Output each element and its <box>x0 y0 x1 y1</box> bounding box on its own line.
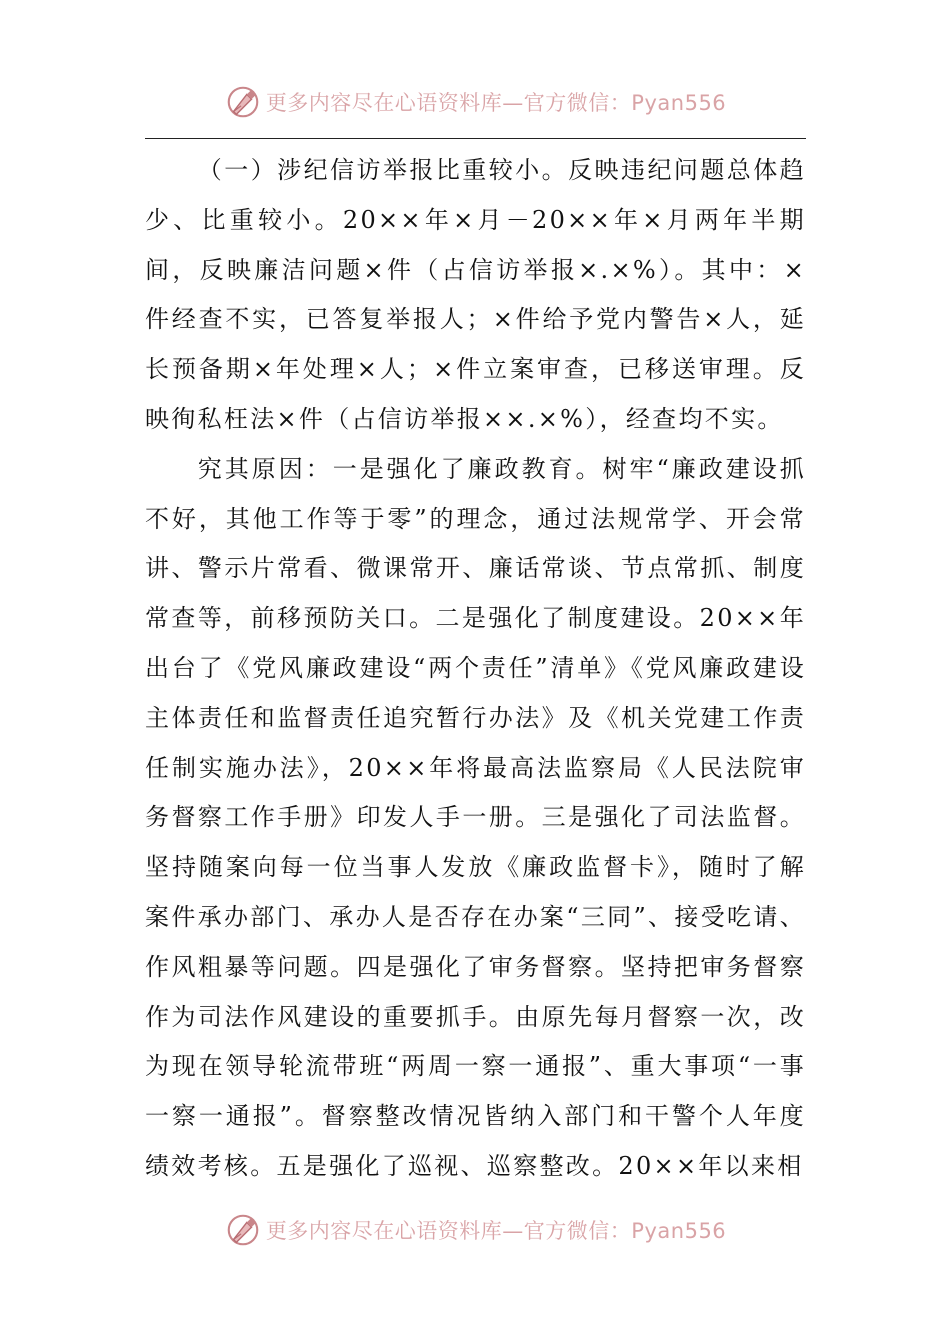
header-banner-text: 更多内容尽在心语资料库—官方微信：Pyan556 <box>265 91 727 115</box>
paragraph-2: 究其原因：一是强化了廉政教育。树牢“廉政建设抓不好，其他工作等于零”的理念，通过法规常学、开会常讲、警示片常看、微课常开、廉话常谈、节点常抓、制度常查等，前移预防关口。二是强化了制度建设。20××年出台了《党风廉政建设“两个责任”清单》《党风廉政建设主体责任和监督责任追究暂行办法》及《机关党建工作责任制实施办法》，20××年将最高法监察局《人民法院审务督察工作手册》印发人手一册。三是强化了司法监督。坚持随案向每一位当事人发放《廉政监督卡》，随时了解案件承办部门、承办人是否存在办案“三同”、接受吃请、作风粗暴等问题。四是强化了审务督察。坚持把审务督察作为司法作风建设的重要抓手。由原先每月督察一次，改为现在领导轮流带班“两周一察一通报”、重大事项“一事一察一通报”。督察整改情况皆纳入部门和干警个人年度绩效考核。五是强化了巡视、巡察整改。20××年以来相 <box>145 454 806 1180</box>
header-divider <box>145 138 806 139</box>
footer-banner-text: 更多内容尽在心语资料库—官方微信：Pyan556 <box>265 1219 727 1243</box>
document-body <box>145 146 806 1192</box>
header-banner <box>0 80 950 124</box>
pen-nib-logo-icon <box>224 83 262 121</box>
footer-banner <box>0 1208 950 1252</box>
pen-nib-logo-icon <box>224 1211 262 1249</box>
paragraph-1: （一）涉纪信访举报比重较小。反映违纪问题总体趋少、比重较小。20××年×月－20××年×月两年半期间，反映廉洁问题×件（占信访举报×.×%）。其中：×件经查不实，已答复举报人；×件给予党内警告×人，延长预备期×年处理×人；×件立案审查，已移送审理。反映徇私枉法×件（占信访举报××.×%），经查均不实。 <box>145 156 806 433</box>
